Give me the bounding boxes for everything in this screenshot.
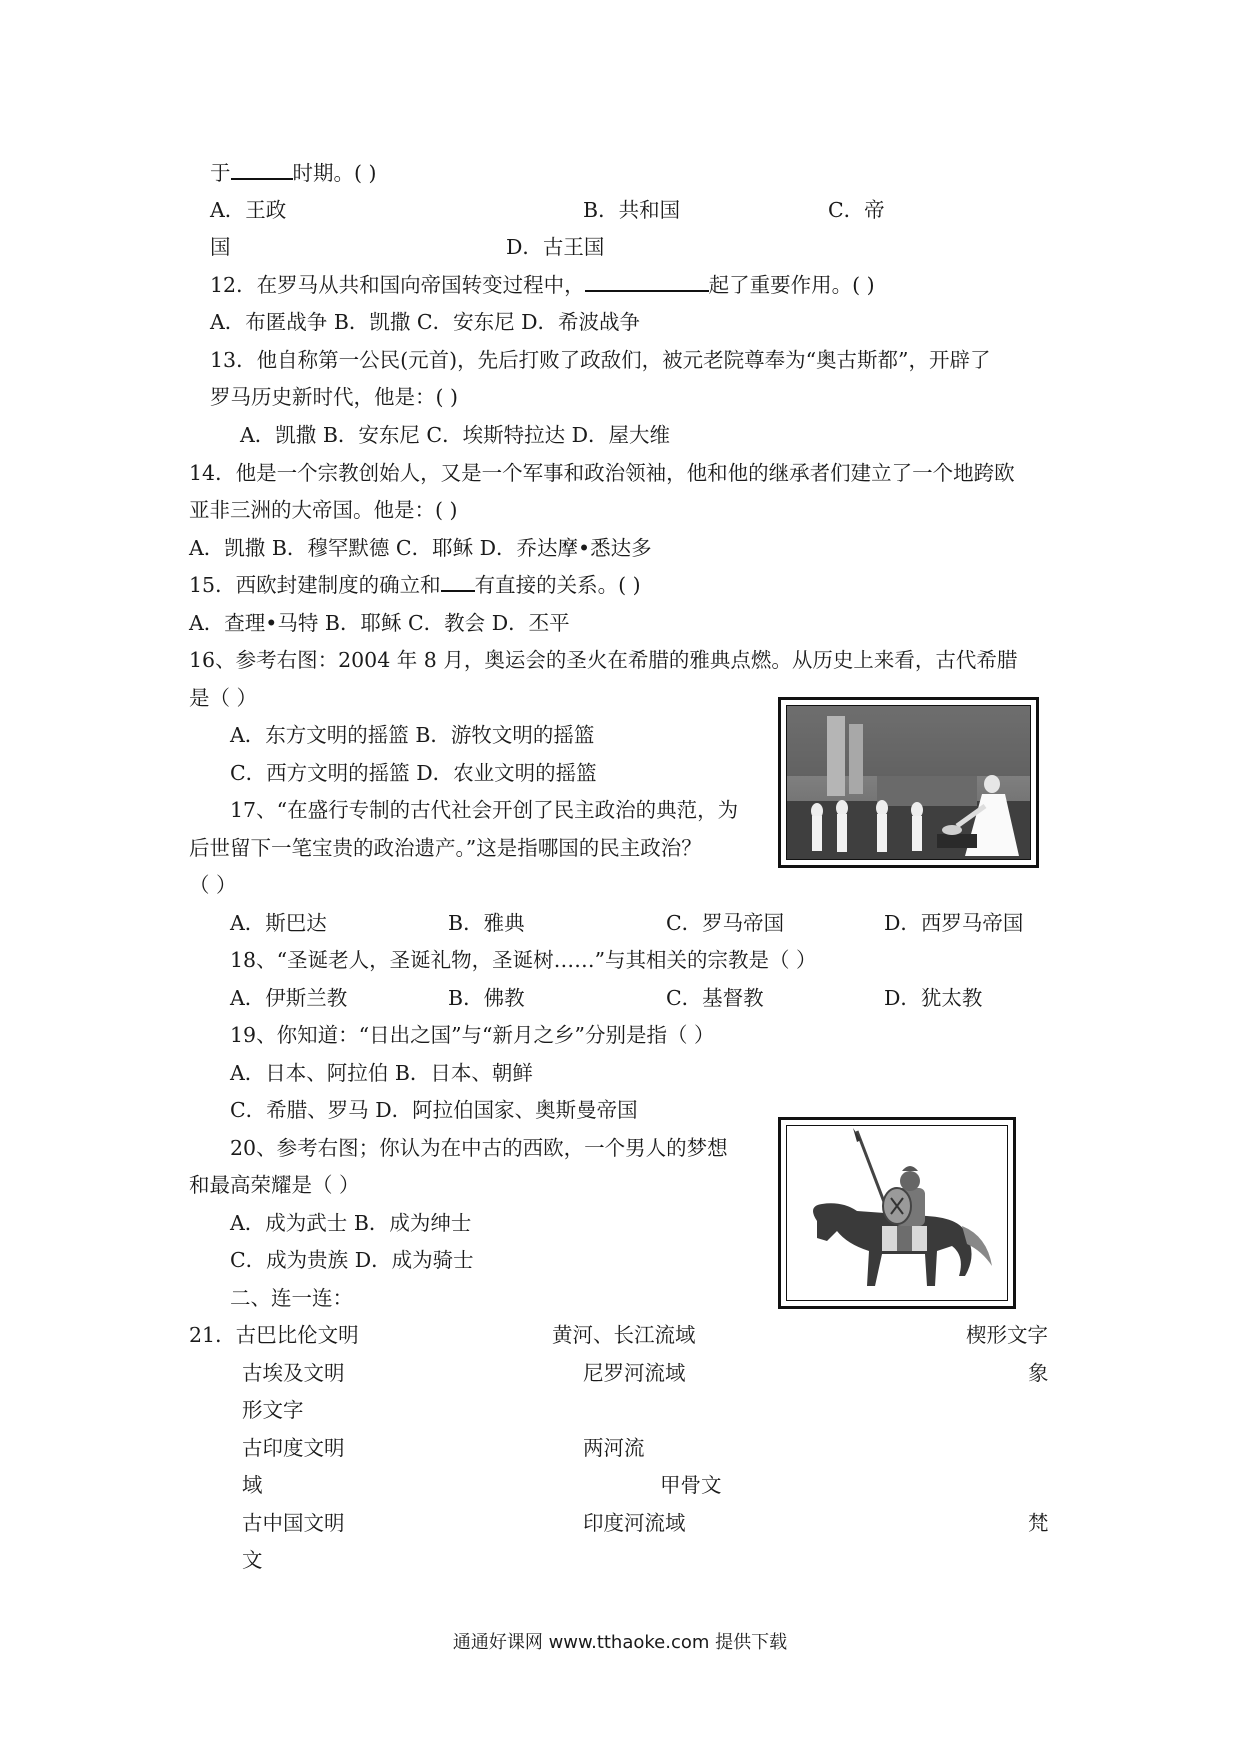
q21-col2-row4: 印度河流域 [583, 1511, 686, 1535]
q11-option-c: C．帝 [828, 198, 885, 222]
q14-line1: 14．他是一个宗教创始人，又是一个军事和政治领袖，他和他的继承者们建立了一个地跨欧 [189, 461, 1015, 485]
q19-line1: 19、你知道：“日出之国”与“新月之乡”分别是指（ ） [230, 1023, 715, 1047]
q17-option-b: B．雅典 [448, 911, 525, 935]
q17-line1: 17、“在盛行专制的古代社会开创了民主政治的典范，为 [230, 798, 739, 822]
q18-option-a: A．伊斯兰教 [230, 986, 348, 1010]
q11-option-d: D．古王国 [506, 235, 605, 259]
q12-options: A．布匿战争 B．凯撒 C．安东尼 D．希波战争 [210, 310, 641, 334]
q18-option-b: B．佛教 [448, 986, 525, 1010]
knight-photo [778, 1117, 1016, 1309]
q18-option-d: D．犹太教 [884, 986, 983, 1010]
q19-options-ab: A．日本、阿拉伯 B．日本、朝鲜 [230, 1061, 533, 1085]
section-2-heading: 二、连一连： [230, 1286, 353, 1310]
q21-col3-row3: 甲骨文 [660, 1473, 722, 1497]
q17-line3: （ ） [189, 873, 237, 897]
q17-option-a: A．斯巴达 [230, 911, 327, 935]
olympic-flame-photo [778, 697, 1039, 868]
q21-col3-row2-wrap: 形文字 [242, 1398, 304, 1422]
q17-option-c: C．罗马帝国 [666, 911, 785, 935]
q16-line2: 是（ ） [189, 686, 258, 710]
q17-line2: 后世留下一笔宝贵的政治遗产。”这是指哪国的民主政治？ [189, 836, 702, 860]
q15-options: A．查理•马特 B．耶稣 C．教会 D．丕平 [189, 611, 570, 635]
q13-line1: 13．他自称第一公民(元首)，先后打败了政敌们，被元老院尊奉为“奥古斯都”，开辟了 [210, 348, 991, 372]
q20-options-ab: A．成为武士 B．成为绅士 [230, 1211, 472, 1235]
q20-line1: 20、参考右图；你认为在中古的西欧，一个男人的梦想 [230, 1136, 728, 1160]
q14-line2: 亚非三洲的大帝国。他是：( ) [189, 498, 458, 522]
q11-stem: 于 时期。( ) [210, 161, 377, 185]
q14-options: A．凯撒 B．穆罕默德 C．耶稣 D．乔达摩•悉达多 [189, 536, 652, 560]
q17-option-d: D．西罗马帝国 [884, 911, 1024, 935]
q18-line1: 18、“圣诞老人，圣诞礼物，圣诞树……”与其相关的宗教是（ ） [230, 948, 817, 972]
q21-col2-row3-wrap: 域 [242, 1473, 263, 1497]
q21-col1-row4: 古中国文明 [242, 1511, 345, 1535]
q21-col2-row1: 黄河、长江流域 [552, 1323, 696, 1347]
q21-col1-row1: 21．古巴比伦文明 [189, 1323, 359, 1347]
q13-options: A．凯撒 B．安东尼 C．埃斯特拉达 D．屋大维 [240, 423, 671, 447]
q18-option-c: C．基督教 [666, 986, 764, 1010]
q21-col3-row1: 楔形文字 [966, 1323, 1048, 1347]
q21-col3-row4: 梵 [1028, 1511, 1049, 1535]
q21-col1-row2: 古埃及文明 [242, 1361, 345, 1385]
q11-option-a: A．王政 [210, 198, 287, 222]
knight-illustration [787, 1126, 1007, 1300]
q15-stem: 15．西欧封建制度的确立和 有直接的关系。( ) [189, 573, 641, 597]
olympic-flame-illustration [787, 706, 1030, 859]
q21-col3-row2: 象 [1028, 1361, 1049, 1385]
q11-option-c-wrap: 国 [210, 235, 231, 259]
q21-col2-row3: 两河流 [583, 1436, 645, 1460]
q12-stem: 12．在罗马从共和国向帝国转变过程中， 起了重要作用。( ) [210, 273, 875, 297]
q21-col1-row3: 古印度文明 [242, 1436, 345, 1460]
q11-option-b: B．共和国 [583, 198, 681, 222]
q16-options-cd: C．西方文明的摇篮 D．农业文明的摇篮 [230, 761, 597, 785]
q20-line2: 和最高荣耀是（ ） [189, 1173, 360, 1197]
q16-line1: 16、参考右图：2004 年 8 月，奥运会的圣火在希腊的雅典点燃。从历史上来看，古代希腊 [189, 648, 1018, 672]
q20-options-cd: C．成为贵族 D．成为骑士 [230, 1248, 474, 1272]
page-footer: 通通好课网 www.tthaoke.com 提供下载 [452, 1632, 788, 1653]
q19-options-cd: C．希腊、罗马 D．阿拉伯国家、奥斯曼帝国 [230, 1098, 638, 1122]
q16-options-ab: A．东方文明的摇篮 B．游牧文明的摇篮 [230, 723, 595, 747]
q21-col3-row4-wrap: 文 [242, 1548, 263, 1572]
q13-line2: 罗马历史新时代，他是：( ) [210, 385, 459, 409]
q21-col2-row2: 尼罗河流域 [583, 1361, 686, 1385]
